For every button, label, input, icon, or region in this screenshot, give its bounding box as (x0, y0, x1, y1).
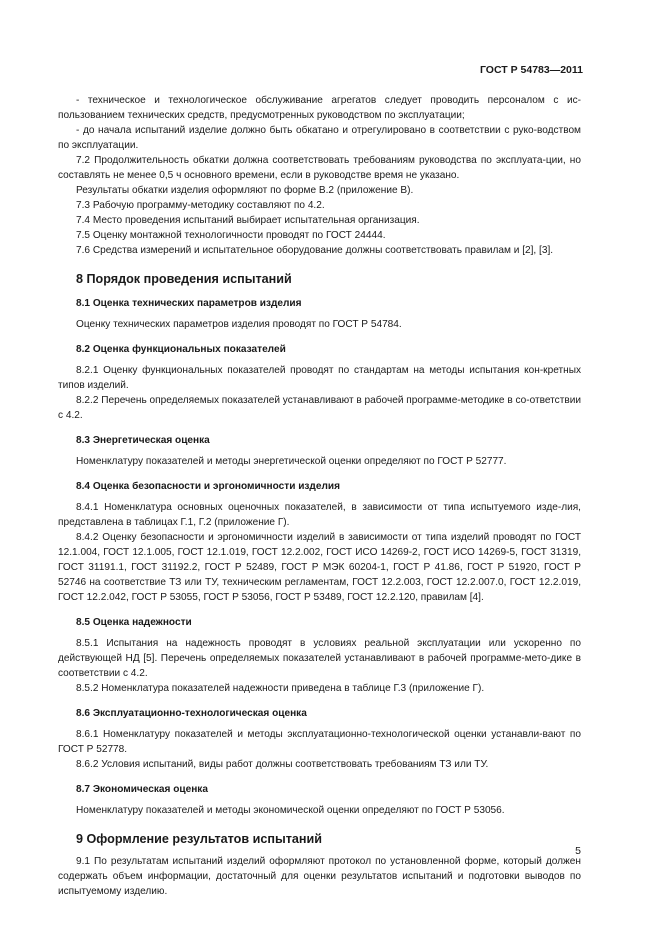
subsection-heading: 8.5 Оценка надежности (76, 617, 192, 628)
paragraph: 7.5 Оценку монтажной технологичности проводят по ГОСТ 24444. (76, 230, 386, 241)
paragraph: - до начала испытаний изделие должно быть обкатано и отрегулировано в соответствии с руко-водством по эксплуатации. (58, 125, 581, 151)
paragraph: 7.6 Средства измерений и испытательное оборудование должны соответствовать правилам и [2], [3]. (76, 245, 554, 256)
paragraph: 8.2.2 Перечень определяемых показателей устанавливают в рабочей программе-методике в со-ответствии с 4.2. (58, 395, 581, 421)
document-body (58, 93, 581, 899)
paragraph: 8.2.1 Оценку функциональных показателей проводят по стандартам на методы испытания кон-кретных типов изделий. (58, 365, 581, 391)
paragraph: - техническое и технологическое обслуживание агрегатов следует проводить персоналом с ис-пользованием технических средств, предусмотренных руководством по эксплуатации; (58, 95, 581, 121)
subsection-heading: 8.6 Эксплуатационно-технологическая оценка (76, 708, 307, 719)
paragraph: 8.4.2 Оценку безопасности и эргономичности изделий в зависимости от типа изделий проводят по ГОСТ 12.1.004, ГОСТ 12.1.005, ГОСТ 12.1.019, ГОСТ 12.2.002, ГОСТ ИСО 14269-2, ГОСТ ИСО 14269-5, ГОСТ 31319, ГОСТ 31191.1, ГОСТ 31192.2, ГОСТ Р 52489, ГОСТ Р МЭК 60204-1, ГОСТ Р 41.86, ГОСТ Р 51920, ГОСТ Р 52746 на соответствие ТЗ или ТУ, техническим регламентам, ГОСТ 12.2.003, ГОСТ 12.2.007.0, ГОСТ 12.2.019, ГОСТ 12.2.042, ГОСТ Р 53055, ГОСТ Р 53056, ГОСТ Р 53489, ГОСТ 12.2.120, правилам [4]. (58, 532, 581, 603)
paragraph: Номенклатуру показателей и методы энергетической оценки определяют по ГОСТ Р 52777. (76, 456, 507, 467)
paragraph: Номенклатуру показателей и методы экономической оценки определяют по ГОСТ Р 53056. (76, 805, 505, 816)
paragraph: 8.4.1 Номенклатура основных оценочных показателей, в зависимости от типа испытуемого изде-лия, представлена в таблицах Г.1, Г.2 (приложение Г). (58, 502, 581, 528)
page-number: 5 (575, 845, 581, 857)
paragraph: 7.2 Продолжительность обкатки должна соответствовать требованиям руководства по эксплуата-ции, но составлять не менее 0,5 ч основного времени, если в руководстве время не указано. (58, 155, 581, 181)
subsection-heading: 8.1 Оценка технических параметров изделия (76, 298, 302, 309)
paragraph: Оценку технических параметров изделия проводят по ГОСТ Р 54784. (76, 319, 402, 330)
paragraph: 8.5.2 Номенклатура показателей надежности приведена в таблице Г.3 (приложение Г). (76, 683, 485, 694)
document-code: ГОСТ Р 54783—2011 (479, 64, 583, 76)
subsection-heading: 8.4 Оценка безопасности и эргономичности изделия (76, 481, 340, 492)
paragraph: 7.3 Рабочую программу-методику составляют по 4.2. (76, 200, 325, 211)
paragraph: 8.6.2 Условия испытаний, виды работ должны соответствовать требованиям ТЗ или ТУ. (76, 759, 489, 770)
paragraph: Результаты обкатки изделия оформляют по форме В.2 (приложение В). (76, 185, 414, 196)
subsection-heading: 8.3 Энергетическая оценка (76, 435, 210, 446)
paragraph: 8.5.1 Испытания на надежность проводят в условиях реальной эксплуатации или ускоренно по действующей НД [5]. Перечень определяемых показателей устанавливают в рабочей программе-мето-дике в соответствии с 4.2. (58, 638, 581, 679)
section-heading: 8 Порядок проведения испытаний (76, 272, 292, 286)
subsection-heading: 8.7 Экономическая оценка (76, 784, 208, 795)
paragraph: 9.1 По результатам испытаний изделий оформляют протокол по установленной форме, который должен содержать объем информации, достаточный для оценки результатов испытаний и подготовки выводов по испытуемому изделию. (58, 856, 581, 897)
paragraph: 8.6.1 Номенклатуру показателей и методы эксплуатационно-технологической оценки устанавли-вают по ГОСТ Р 52778. (58, 729, 581, 755)
paragraph: 7.4 Место проведения испытаний выбирает испытательная организация. (76, 215, 420, 226)
section-heading: 9 Оформление результатов испытаний (76, 832, 322, 846)
subsection-heading: 8.2 Оценка функциональных показателей (76, 344, 286, 355)
